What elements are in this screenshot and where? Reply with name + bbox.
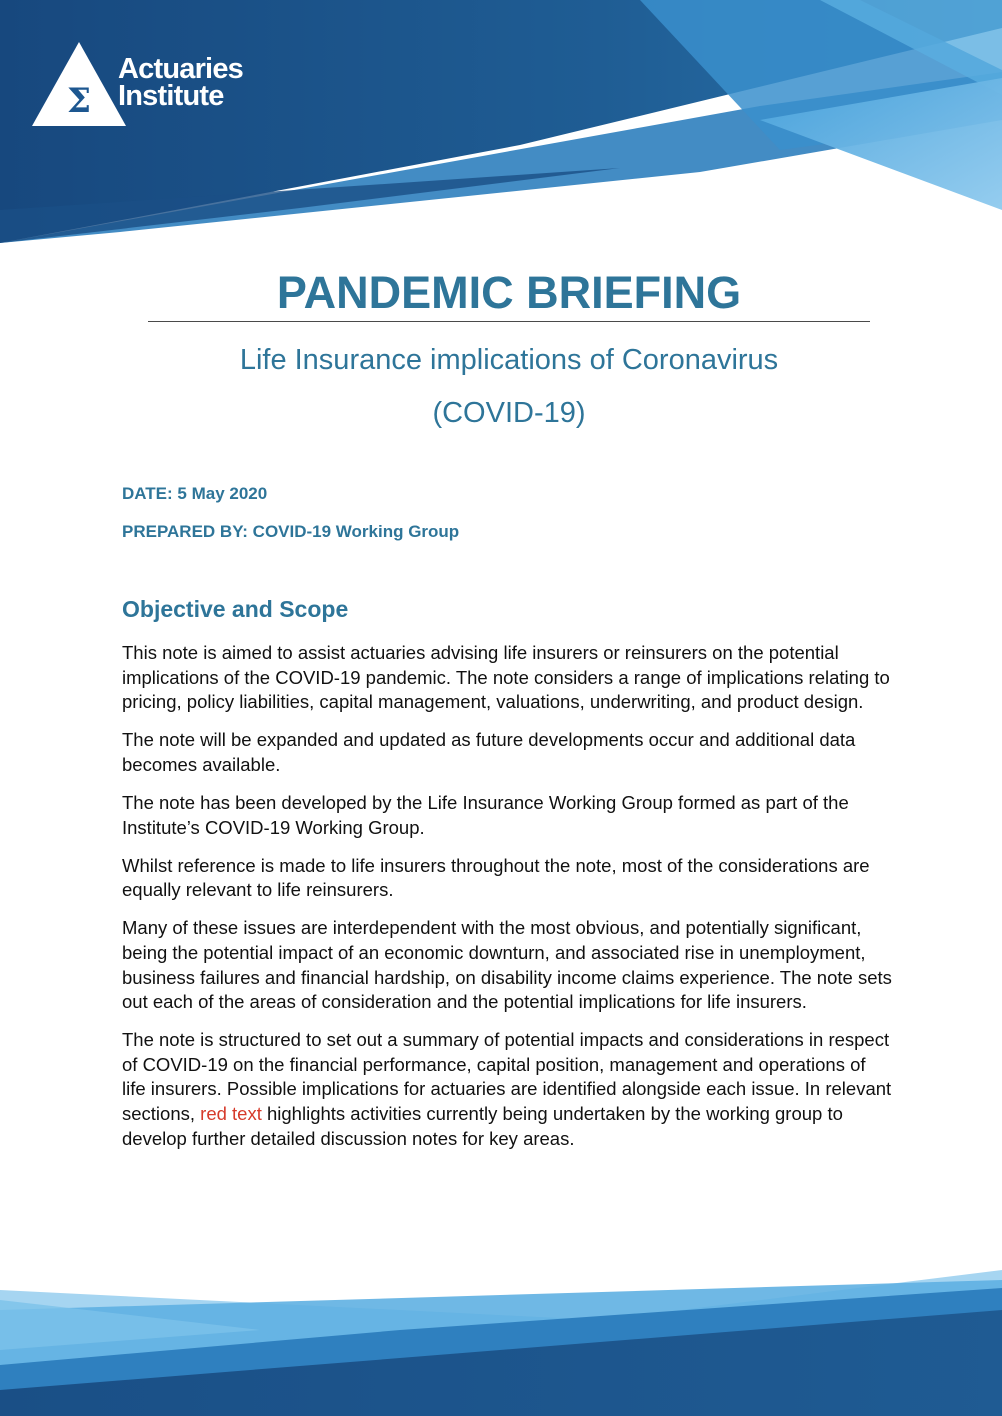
- paragraph: Whilst reference is made to life insurers throughout the note, most of the considerations are equally relevant to life reinsurers.: [122, 854, 870, 901]
- sigma-triangle-icon: [30, 40, 130, 128]
- title-divider: [148, 321, 870, 322]
- logo-text: [118, 53, 243, 112]
- section-body: [122, 641, 892, 1165]
- logo-line2: Institute: [118, 80, 224, 112]
- paragraph-text: highlights activities currently being undertaken by the working group to develop further detailed discussion notes for key areas.: [122, 1103, 843, 1149]
- svg-text:Σ: Σ: [66, 81, 92, 121]
- paragraph: This note is aimed to assist actuaries advising life insurers or reinsurers on the potential implications of the COVID-19 pandemic. The note considers a range of implications relating to pricing, policy liabilities, capital management, valuations, underwriting, and product design.: [122, 642, 890, 713]
- paragraph-text: The note is structured to set out a summary of potential impacts and considerations in respect of COVID-19 on the financial performance, capital position, management and operations of life insurers. Possible implications for actuaries are identified alongside each issue. In relevant sections,: [122, 1029, 892, 1124]
- logo-line1: Actuaries: [118, 53, 243, 85]
- red-text-highlight: red text: [200, 1103, 262, 1124]
- paragraph-with-highlight: [122, 1028, 892, 1151]
- section-heading: Objective and Scope: [122, 596, 349, 622]
- subtitle-line2: (COVID-19): [432, 397, 586, 429]
- subtitle-line1: Life Insurance implications of Coronavirus: [239, 344, 779, 376]
- document-date: DATE: 5 May 2020: [122, 484, 268, 503]
- actuaries-institute-logo: [30, 40, 280, 130]
- paragraph: Many of these issues are interdependent with the most obvious, and potentially significant, being the potential impact of an economic downturn, and associated rise in unemployment, business failures and financial hardship, on disability income claims experience. The note sets out each of the areas of consideration and the potential implications for life insurers.: [122, 917, 892, 1013]
- paragraph: The note has been developed by the Life Insurance Working Group formed as part of the Institute’s COVID-19 Working Group.: [122, 791, 849, 838]
- footer-banner: [0, 1270, 1002, 1416]
- document-subtitle: [148, 334, 870, 440]
- paragraph: The note will be expanded and updated as future developments occur and additional data becomes available.: [122, 729, 856, 775]
- prepared-by: PREPARED BY: COVID-19 Working Group: [122, 522, 460, 541]
- document-title: PANDEMIC BRIEFING: [276, 267, 742, 318]
